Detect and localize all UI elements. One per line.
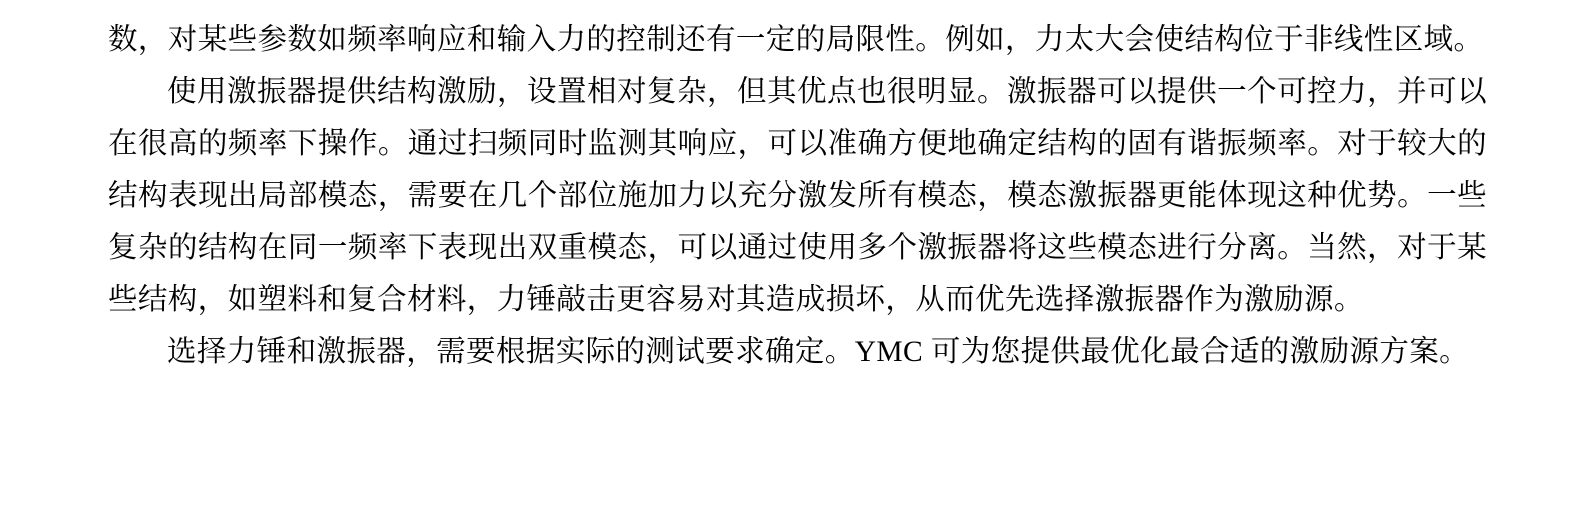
paragraph-2: 使用激振器提供结构激励，设置相对复杂，但其优点也很明显。激振器可以提供一个可控力，并可以在很高的频率下操作。通过扫频同时监测其响应，可以准确方便地确定结构的固有谐振频率。对于较大的结构表现出局部模态，需要在几个部位施加力以充分激发所有模态，模态激振器更能体现这种优势。一些复杂的结构在同一频率下表现出双重模态，可以通过使用多个激振器将这些模态进行分离。当然，对于某些结构，如塑料和复合材料，力锤敲击更容易对其造成损坏，从而优先选择激振器作为激励源。 [108, 76, 1487, 316]
document-body [108, 14, 1487, 378]
paragraph-3: 选择力锤和激振器，需要根据实际的测试要求确定。YMC 可为您提供最优化最合适的激励源方案。 [167, 336, 1470, 368]
paragraph-1: 数，对某些参数如频率响应和输入力的控制还有一定的局限性。例如，力太大会使结构位于非线性区域。 [108, 24, 1484, 56]
